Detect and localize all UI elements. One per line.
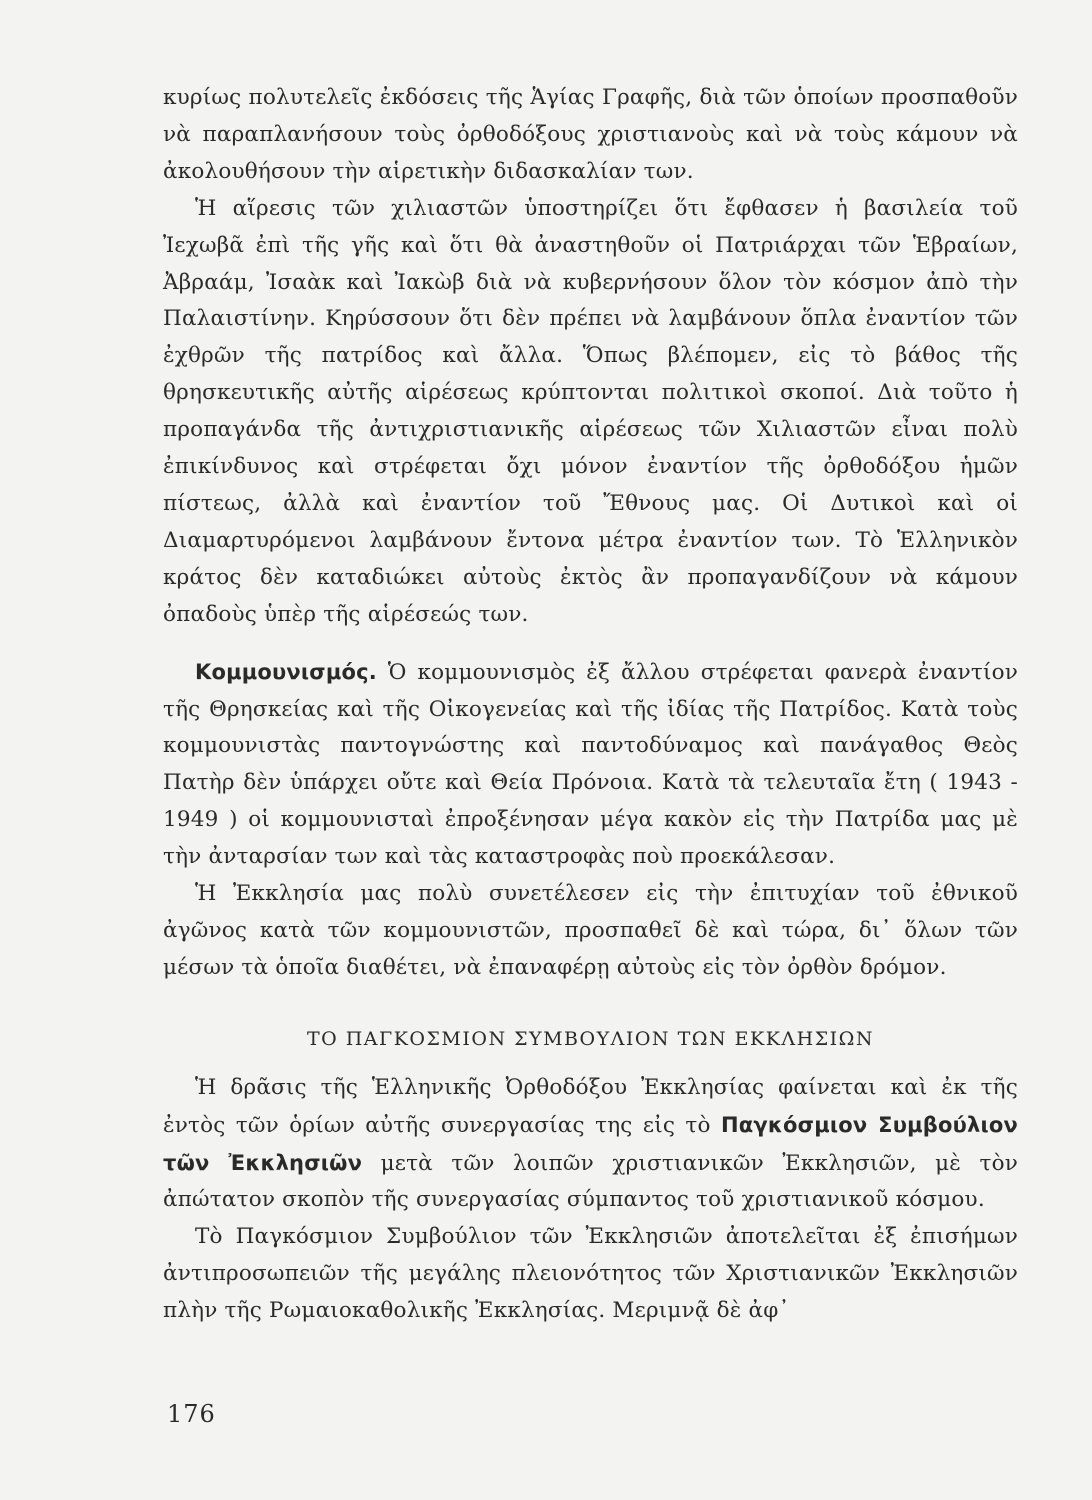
paragraph-5-start: Ἡ δρᾶσις τῆς Ἑλληνικῆς Ὀρθοδόξου Ἐκκλησίας φαίνεται καὶ ἐκ τῆς ἐντὸς τῶν ὁρίων αὐτῆς συνεργασίας της εἰς τὸ <box>163 1074 1018 1138</box>
paragraph-2: Ἡ αἵρεσις τῶν χιλιαστῶν ὑποστηρίζει ὅτι ἔφθασεν ἡ βασιλεία τοῦ Ἰεχωβᾶ ἐπὶ τῆς γῆς καὶ ὅτι θὰ ἀναστηθοῦν οἱ Πατριάρχαι τῶν Ἑβραίων, Ἀβραάμ, Ἰσαὰκ καὶ Ἰακὼβ διὰ νὰ κυβερνήσουν ὅλον τὸν κόσμον ἀπὸ τὴν Παλαιστίνην. Κηρύσσουν ὅτι δὲν πρέπει νὰ λαμβάνουν ὅπλα ἐναντίον τῶν ἐχθρῶν τῆς πατρίδος καὶ ἄλλα. Ὅπως βλέπομεν, εἰς τὸ βάθος τῆς θρησκευτικῆς αὐτῆς αἱρέσεως κρύπτονται πολιτικοὶ σκοποί. Διὰ τοῦτο ἡ προπαγάνδα τῆς ἀντιχριστιανικῆς αἱρέσεως τῶν Χιλιαστῶν εἶναι πολὺ ἐπικίνδυνος καὶ στρέφεται ὄχι μόνον ἐναντίον τῆς ὀρθοδόξου ἡμῶν πίστεως, ἀλλὰ καὶ ἐναντίον τοῦ Ἔθνους μας. Οἱ Δυτικοὶ καὶ οἱ Διαμαρτυρόμενοι λαμβάνουν ἔντονα μέτρα ἐναντίον των. Τὸ Ἑλληνικὸν κράτος δὲν καταδιώκει αὐτοὺς ἐκτὸς ἂν προπαγανδίζουν νὰ κάμουν ὀπαδοὺς ὑπὲρ τῆς αἱρέσεώς των. <box>163 195 1018 627</box>
paragraph-3-body: Ὁ κομμουνισμὸς ἐξ ἄλλου στρέφεται φανερὰ ἐναντίον τῆς Θρησκείας καὶ τῆς Οἰκογενείας καὶ τῆς ἰδίας τῆς Πατρίδος. Κατὰ τοὺς κομμουνιστὰς παντογνώστης καὶ παντοδύναμος καὶ πανάγαθος Θεὸς Πατὴρ δὲν ὑπάρχει οὔτε καὶ Θεία Πρόνοια. Κατὰ τὰ τελευταῖα ἔτη ( 1943 - 1949 ) οἱ κομμουνισταὶ ἐπροξένησαν μέγα κακὸν εἰς τὴν Πατρίδα μας μὲ τὴν ἀνταρσίαν των καὶ τὰς καταστροφὰς ποὺ προεκάλεσαν. <box>163 659 1018 870</box>
world-council-term: Παγκόσμιον Συμβούλιον τῶν Ἐκκλησιῶν <box>163 1112 1018 1175</box>
text-column <box>163 80 1018 1330</box>
paragraph-3 <box>163 654 1018 876</box>
paragraph-4: Ἡ Ἐκκλησία μας πολὺ συνετέλεσεν εἰς τὴν ἐπιτυχίαν τοῦ ἐθνικοῦ ἀγῶνος κατὰ τῶν κομμουνιστῶν, προσπαθεῖ δὲ καὶ τώρα, δι᾿ ὅλων τῶν μέσων τὰ ὁποῖα διαθέτει, νὰ ἐπαναφέρῃ αὐτοὺς εἰς τὸν ὀρθὸν δρόμον. <box>163 881 1018 980</box>
paragraph-5 <box>163 1070 1018 1220</box>
section-heading-communism: Κομμουνισμός. <box>195 659 377 684</box>
paragraph-1: κυρίως πολυτελεῖς ἐκδόσεις τῆς Ἁγίας Γραφῆς, διὰ τῶν ὁποίων προσπαθοῦν νὰ παραπλανήσουν τοὺς ὀρθοδόξους χριστιανοὺς καὶ νὰ τοὺς κάμουν νὰ ἀκολουθήσουν τὴν αἱρετικὴν διδασκαλίαν των. <box>163 85 1018 184</box>
section-title: ΤΟ ΠΑΓΚΟΣΜΙΟΝ ΣΥΜΒΟΥΛΙΟΝ ΤΩΝ ΕΚΚΛΗΣΙΩΝ <box>306 1027 875 1050</box>
paragraph-6: Τὸ Παγκόσμιον Συμβούλιον τῶν Ἐκκλησιῶν ἀποτελεῖται ἐξ ἐπισήμων ἀντιπροσωπειῶν τῆς μεγάλης πλειονότητος τῶν Χριστιανικῶν Ἐκκλησιῶν πλὴν τῆς Ρωμαιοκαθολικῆς Ἐκκλησίας. Μεριμνᾷ δὲ ἀφ᾿ <box>163 1224 1018 1324</box>
page-number: 176 <box>167 1400 216 1428</box>
paragraph-5-end: μετὰ τῶν λοιπῶν χριστιανικῶν Ἐκκλησιῶν, μὲ τὸν ἀπώτατον σκοπὸν τῆς συνεργασίας σύμπαντος τοῦ χριστιανικοῦ κόσμου. <box>163 1150 1018 1213</box>
